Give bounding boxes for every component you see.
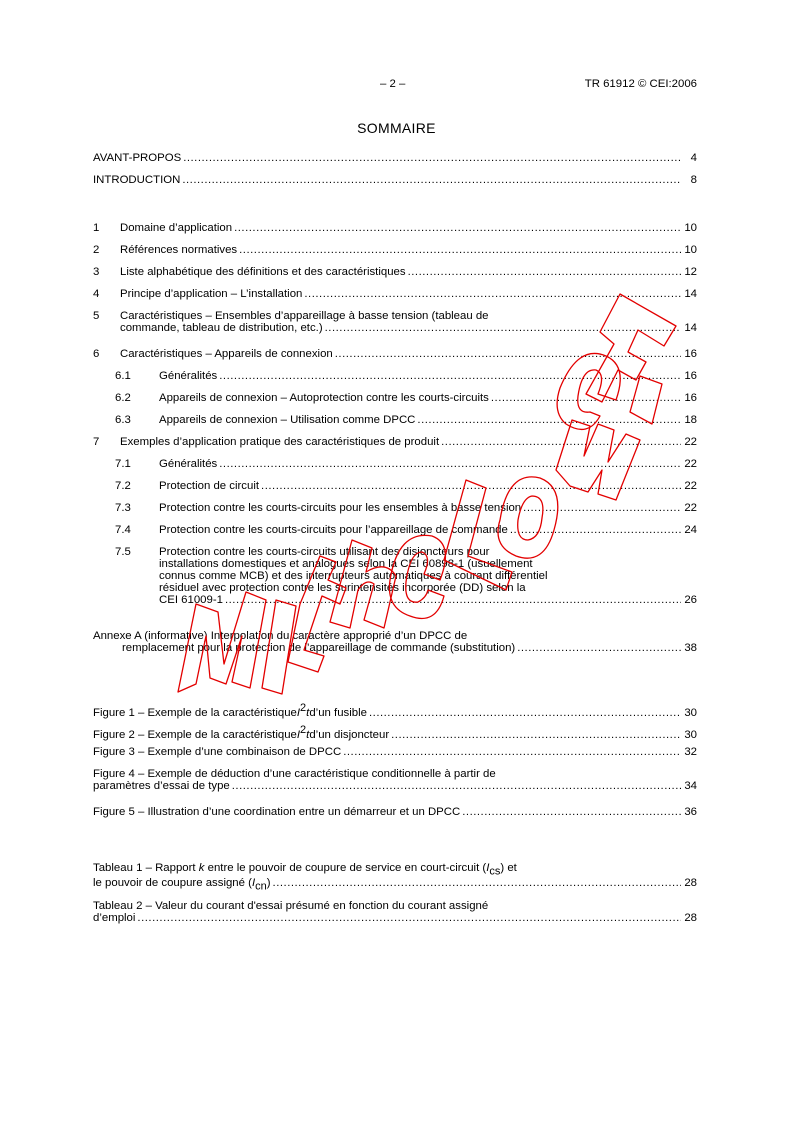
leader-dots (273, 877, 681, 889)
toc-entry-section-7-4[interactable] (93, 524, 697, 536)
page-ref: 22 (684, 480, 697, 492)
entry-title: entre le pouvoir de coupure de service en court-circuit ( (204, 862, 487, 874)
page-ref: 4 (690, 152, 697, 164)
entry-title: le pouvoir de coupure assigné ( (93, 877, 252, 890)
leader-dots (219, 458, 681, 470)
toc-entry-section-7-1[interactable] (93, 458, 697, 470)
current-symbol: $I_{cs}$ (486, 862, 501, 878)
entry-title: INTRODUCTION (93, 174, 181, 186)
leader-dots (335, 348, 681, 360)
entry-title: Figure 3 – Exemple d’une combinaison de DPCC (93, 746, 342, 758)
leader-dots (137, 912, 681, 924)
page-ref: 18 (684, 414, 697, 426)
entry-title: Caractéristiques – Ensembles d’appareillage à basse tension (tableau de (120, 310, 489, 322)
entry-number: 6 (93, 348, 100, 360)
toc-entry-table-2[interactable] (93, 900, 697, 924)
leader-dots (510, 524, 681, 536)
page-ref: 32 (684, 746, 697, 758)
leader-dots (232, 780, 681, 792)
toc-entry-section-7-3[interactable] (93, 502, 697, 514)
toc-entry-figure-4[interactable] (93, 768, 697, 792)
page-ref: 14 (684, 288, 697, 300)
toc-entry-section-7-2[interactable] (93, 480, 697, 492)
page-ref: 10 (684, 244, 697, 256)
page-ref: 30 (684, 728, 697, 741)
leader-dots (369, 707, 681, 719)
entry-title: Figure 2 – Exemple de la caractéristique (93, 728, 297, 741)
toc-entry-table-1[interactable] (93, 862, 697, 893)
leader-dots (325, 322, 681, 334)
toc-entry-avant-propos[interactable] (93, 152, 697, 164)
entry-number: 7 (93, 436, 100, 448)
leader-dots (234, 222, 681, 234)
page-ref: 12 (684, 266, 697, 278)
entry-title: Principe d’application – L’installation (120, 288, 303, 300)
toc-entry-section-6-3[interactable] (93, 414, 697, 426)
entry-number: 5 (93, 310, 100, 322)
entry-title: Liste alphabétique des définitions et des caractéristiques (120, 266, 406, 278)
toc-entry-section-6[interactable] (93, 348, 697, 360)
document-reference: TR 61912 © CEI:2006 (584, 78, 697, 90)
page-ref: 28 (684, 912, 697, 924)
page-number: – 2 – (380, 78, 406, 90)
toc-entry-section-1[interactable] (93, 222, 697, 234)
toc-entry-figure-2[interactable] (93, 724, 697, 741)
toc-entry-figure-5[interactable] (93, 806, 697, 818)
entry-number: 7.4 (115, 524, 131, 536)
toc-entry-section-6-1[interactable] (93, 370, 697, 382)
entry-title: AVANT-PROPOS (93, 152, 182, 164)
leader-dots (391, 729, 681, 741)
entry-title: installations domestiques et analogues selon la CEI 60898-1 (usuellement (159, 558, 533, 570)
entry-title: Généralités (159, 370, 218, 382)
entry-title: commande, tableau de distribution, etc.) (120, 322, 323, 334)
entry-title: Annexe A (informative) Interpolation du caractère approprié d’un DPCC de (93, 630, 468, 642)
toc-entry-figure-3[interactable] (93, 746, 697, 758)
leader-dots (182, 174, 681, 186)
leader-dots (417, 414, 681, 426)
toc-entry-section-2[interactable] (93, 244, 697, 256)
page-ref: 34 (684, 780, 697, 792)
toc-entry-section-7-5[interactable] (93, 546, 697, 606)
entry-number: 6.2 (115, 392, 131, 404)
leader-dots (462, 806, 681, 818)
entry-title: ) (266, 877, 271, 890)
leader-dots (408, 266, 681, 278)
leader-dots (304, 288, 681, 300)
entry-title: Protection contre les courts-circuits pour les ensembles à basse tension (159, 502, 522, 514)
entry-number: 2 (93, 244, 100, 256)
leader-dots (261, 480, 681, 492)
entry-number: 7.2 (115, 480, 131, 492)
toc-entry-section-4[interactable] (93, 288, 697, 300)
entry-title: paramètres d’essai de type (93, 780, 230, 792)
entry-title: Figure 5 – Illustration d’une coordination entre un démarreur et un DPCC (93, 806, 461, 818)
entry-number: 7.5 (115, 546, 131, 558)
entry-title: Appareils de connexion – Utilisation comme DPCC (159, 414, 416, 426)
current-symbol: $I_{cn}$ (251, 877, 267, 893)
entry-number: 7.1 (115, 458, 131, 470)
toc-entry-section-7[interactable] (93, 436, 697, 448)
leader-dots (239, 244, 681, 256)
entry-title: Protection contre les courts-circuits utilisant des disjoncteurs pour (159, 546, 490, 558)
entry-title: Figure 4 – Exemple de déduction d’une caractéristique conditionnelle à partir de (93, 768, 496, 780)
entry-number: 3 (93, 266, 100, 278)
page-ref: 16 (684, 392, 697, 404)
page-ref: 10 (684, 222, 697, 234)
page-ref: 16 (684, 370, 697, 382)
page-ref: 22 (684, 436, 697, 448)
entry-title: résiduel avec protection contre les surintensités incorporée (DD) selon la (159, 582, 526, 594)
entry-title: connus comme MCB) et des interrupteurs automatiques à courant différentiel (159, 570, 548, 582)
page-title: SOMMAIRE (357, 120, 436, 136)
entry-title: Protection de circuit (159, 480, 260, 492)
entry-title: remplacement pour la protection de l’appareillage de commande (substitution) (122, 642, 516, 654)
leader-dots (343, 746, 681, 758)
page-ref: 24 (684, 524, 697, 536)
toc-entry-introduction[interactable] (93, 174, 697, 186)
entry-title: Domaine d’application (120, 222, 233, 234)
entry-title: d’un disjoncteur (309, 728, 390, 741)
leader-dots (491, 392, 681, 404)
page-ref: 22 (684, 502, 697, 514)
entry-number: 6.3 (115, 414, 131, 426)
entry-number: 7.3 (115, 502, 131, 514)
entry-title: Exemples d’application pratique des caractéristiques de produit (120, 436, 440, 448)
entry-title: Caractéristiques – Appareils de connexion (120, 348, 333, 360)
page-ref: 36 (684, 806, 697, 818)
entry-title: Tableau 2 – Valeur du courant d'essai présumé en fonction du courant assigné (93, 900, 489, 912)
entry-title: Protection contre les courts-circuits pour l’appareillage de commande (159, 524, 508, 536)
toc-entry-section-5[interactable] (93, 310, 697, 334)
leader-dots (225, 594, 681, 606)
entry-number: 6.1 (115, 370, 131, 382)
toc-entry-annex-a[interactable] (93, 630, 697, 654)
entry-number: 4 (93, 288, 100, 300)
page-ref: 26 (684, 594, 697, 606)
entry-title: CEI 61009-1 (159, 594, 223, 606)
entry-title: ) et (500, 862, 517, 874)
entry-title: Généralités (159, 458, 218, 470)
page-ref: 22 (684, 458, 697, 470)
page-ref: 16 (684, 348, 697, 360)
toc-entry-section-3[interactable] (93, 266, 697, 278)
page-ref: 38 (684, 642, 697, 654)
ratio-symbol-k: k (198, 862, 205, 874)
leader-dots (219, 370, 681, 382)
page-ref: 28 (684, 877, 697, 890)
leader-dots (517, 642, 681, 654)
entry-title: Tableau 1 – Rapport (93, 862, 199, 874)
entry-title: Références normatives (120, 244, 238, 256)
page-ref: 30 (684, 706, 697, 719)
entry-title: d’un fusible (309, 706, 367, 719)
entry-title: Appareils de connexion – Autoprotection contre les courts-circuits (159, 392, 489, 404)
leader-dots (523, 502, 681, 514)
leader-dots (441, 436, 681, 448)
entry-title: d’emploi (93, 912, 136, 924)
i2t-symbol: $I^2t$ (296, 724, 310, 741)
entry-title: Figure 1 – Exemple de la caractéristique (93, 706, 297, 719)
leader-dots (183, 152, 681, 164)
page-ref: 8 (690, 174, 697, 186)
page-ref: 14 (684, 322, 697, 334)
i2t-symbol: $I^2t$ (296, 702, 310, 719)
toc-entry-figure-1[interactable] (93, 702, 697, 719)
toc-entry-section-6-2[interactable] (93, 392, 697, 404)
entry-number: 1 (93, 222, 100, 234)
